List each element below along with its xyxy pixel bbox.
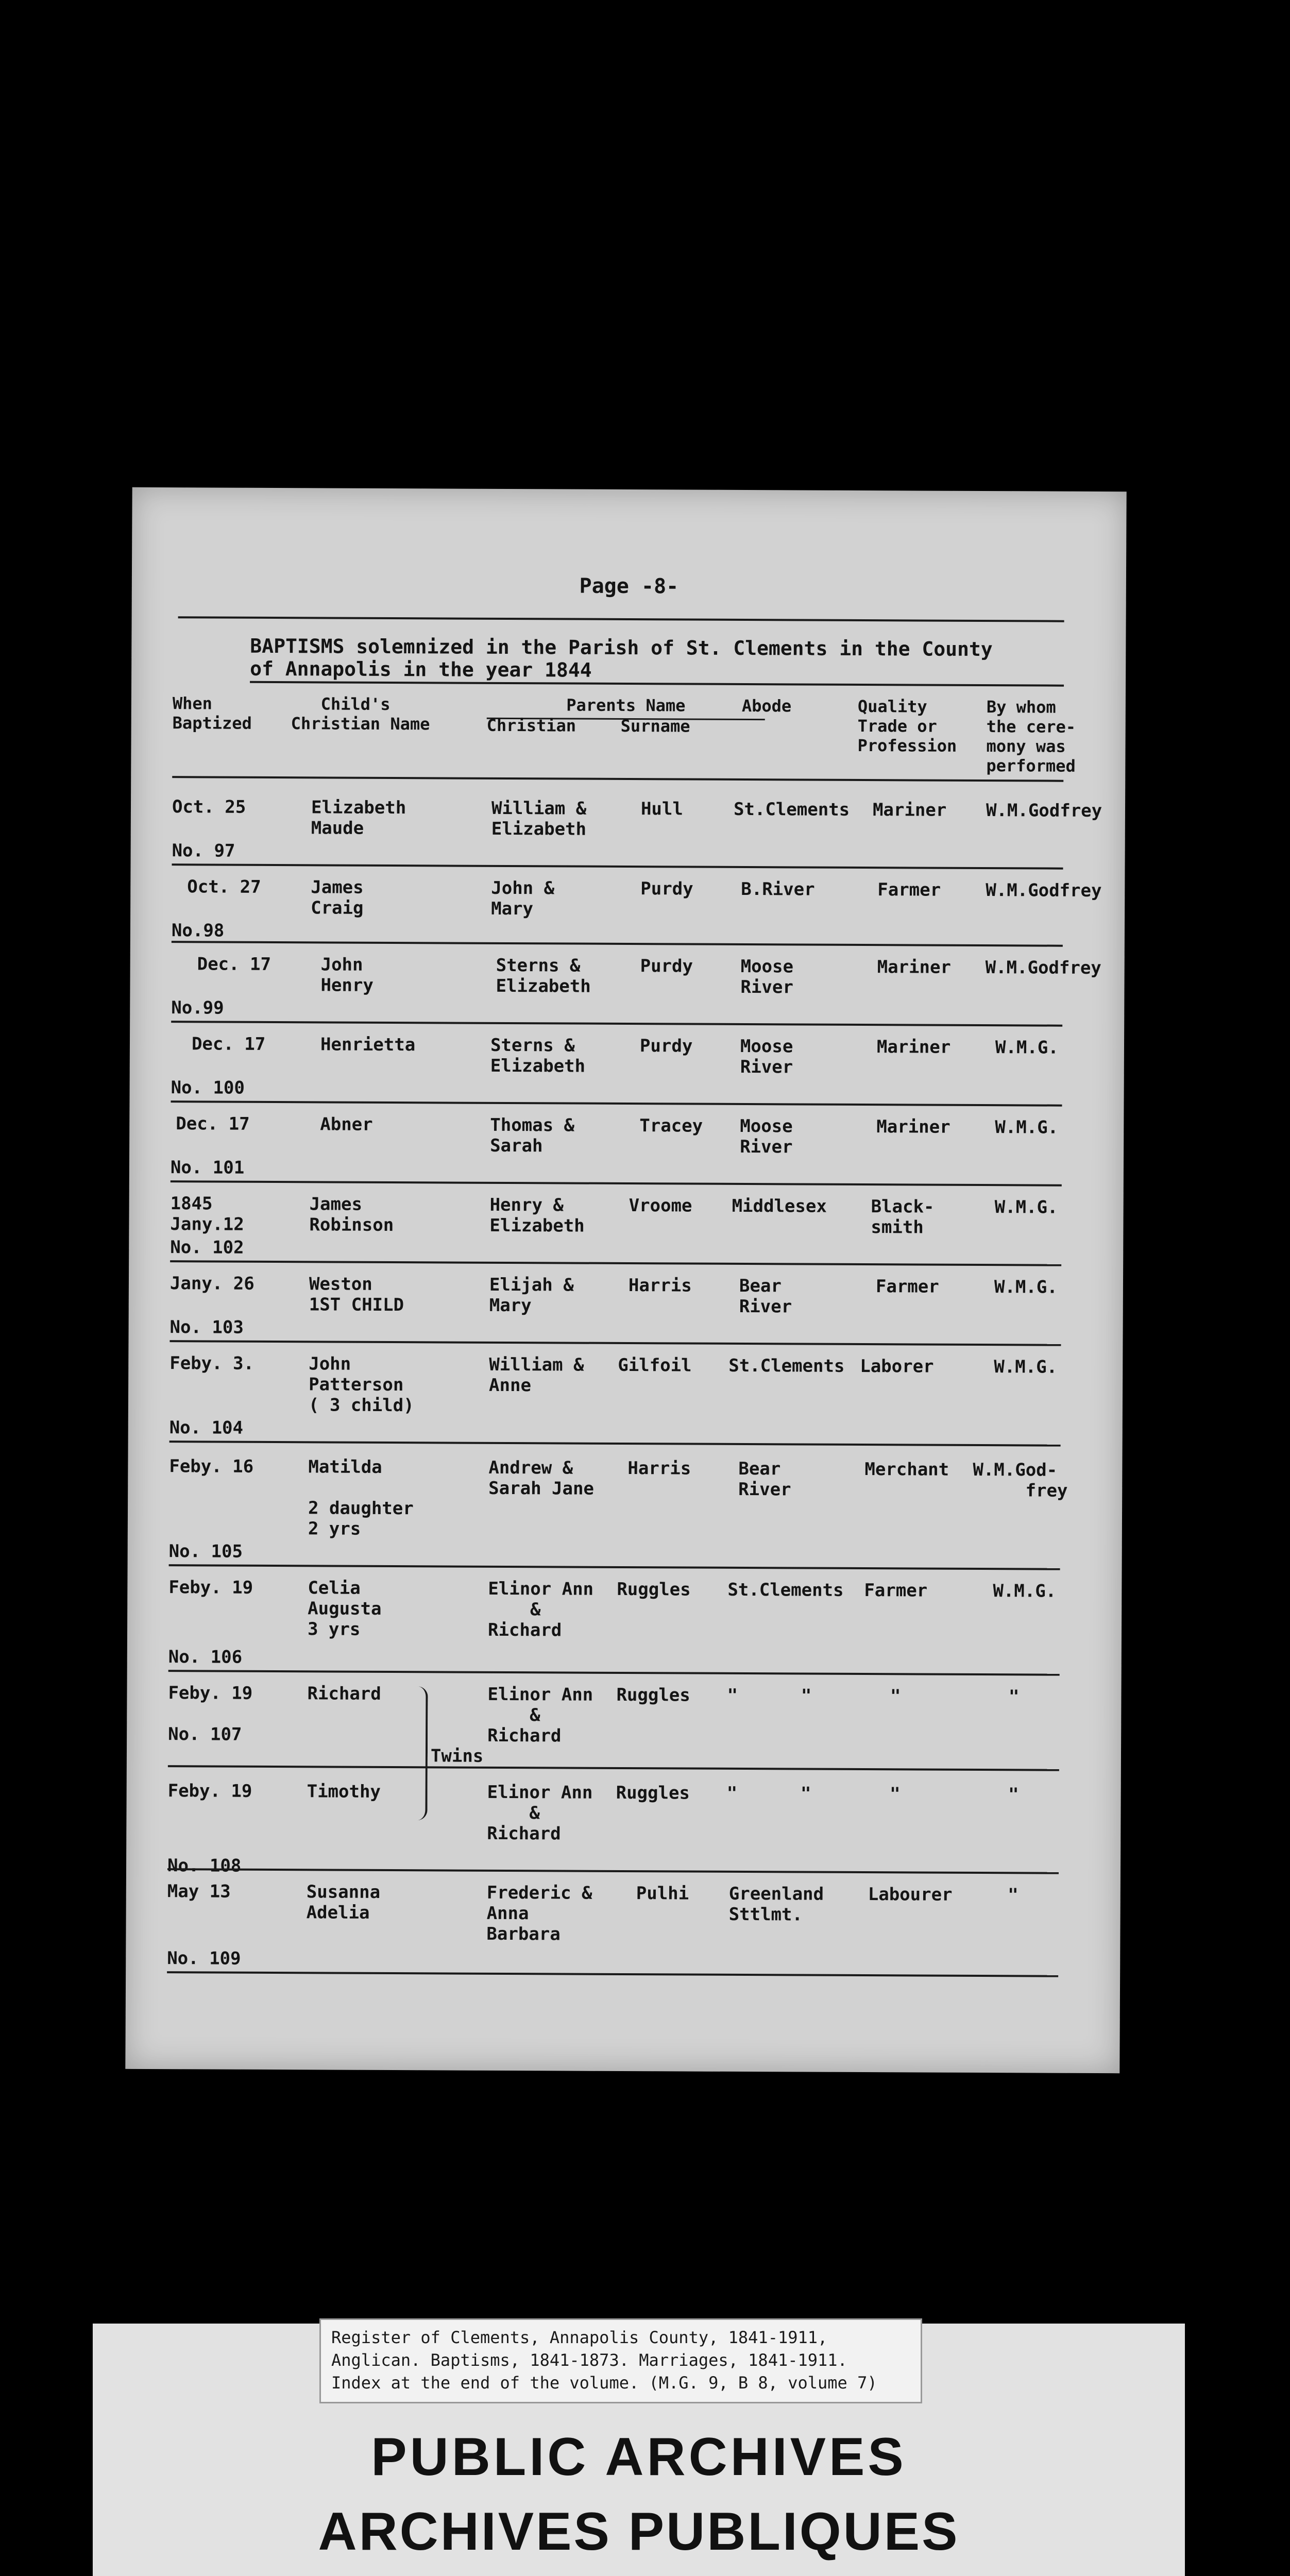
top-rule (178, 616, 1064, 622)
entry-abode: " " (727, 1685, 812, 1706)
archive-index-card (93, 2324, 1185, 2576)
entry-trade: Farmer (864, 1580, 928, 1601)
entry-trade: Mariner (877, 957, 952, 978)
entry-number: No. 97 (172, 840, 235, 861)
entry-date: Feby. 3. (169, 1353, 254, 1374)
entry-trade: Farmer (875, 1276, 939, 1297)
entry-row (127, 1577, 1122, 1668)
register-heading (250, 635, 1023, 684)
entry-date: Dec. 17 (176, 1113, 250, 1134)
row-rule (171, 1180, 1062, 1187)
entry-number: No. 104 (169, 1417, 244, 1438)
entry-date: Feby. 16 (169, 1456, 254, 1477)
entry-row (130, 954, 1125, 1019)
entry-by: " (976, 1884, 1019, 1906)
entry-trade: Laborer (860, 1355, 934, 1377)
entry-number: No. 101 (170, 1157, 245, 1178)
entry-surname: Tracey (639, 1115, 703, 1137)
entry-number: No. 103 (169, 1317, 244, 1338)
entry-abode: Bear River (739, 1275, 792, 1317)
entry-abode: Bear River (738, 1458, 791, 1500)
entry-by: W.M.G. (995, 1117, 1059, 1138)
entry-trade: Mariner (876, 1116, 950, 1138)
entry-date: Oct. 25 (172, 796, 246, 818)
entry-child: Henrietta (320, 1034, 416, 1056)
entry-child: Richard (307, 1683, 381, 1704)
row-rule (168, 1670, 1060, 1676)
entry-trade: " (858, 1783, 901, 1805)
heading-line-2: of Annapolis in the year 1844 (250, 657, 592, 682)
row-rule (171, 1100, 1062, 1107)
entry-abode: Moose River (740, 1036, 793, 1078)
twins-label: Twins (430, 1745, 484, 1767)
row-rule (169, 1340, 1061, 1346)
entry-row (128, 1456, 1123, 1562)
header-child: Child's Christian Name (291, 694, 430, 734)
entry-number: No.99 (171, 997, 224, 1019)
row-rule (170, 1260, 1061, 1266)
entry-parents: Elinor Ann & Richard (487, 1578, 594, 1641)
entry-child: Susanna Adelia (306, 1882, 381, 1923)
entry-by: W.M.G. (995, 1037, 1059, 1058)
entry-abode: St.Clements (733, 799, 850, 820)
index-label (319, 2318, 922, 2403)
entry-date: Dec. 17 (197, 954, 271, 975)
entry-number: No. 102 (170, 1237, 244, 1258)
header-christian: Christian (486, 715, 576, 736)
archive-title-french: ARCHIVES PUBLIQUES (318, 2502, 960, 2562)
entry-trade: " (858, 1685, 901, 1707)
archive-title-english: PUBLIC ARCHIVES (371, 2427, 907, 2487)
entry-by: " (976, 1784, 1019, 1805)
entry-parents: Sterns & Elizabeth (496, 955, 591, 997)
entry-date: Oct. 27 (187, 876, 261, 897)
entry-number: No. 109 (167, 1948, 241, 1969)
header-when: When Baptized (172, 693, 252, 733)
entry-abode: " " (726, 1783, 811, 1804)
twins-brace (410, 1686, 428, 1820)
row-rule (169, 1440, 1061, 1447)
entry-child: Weston 1ST CHILD (309, 1274, 404, 1316)
entry-number: No. 106 (168, 1647, 243, 1668)
entry-abode: Greenland Sttlmt. (728, 1883, 824, 1925)
row-rule (169, 1564, 1060, 1570)
entry-row (129, 1193, 1124, 1258)
page-number: Page -8- (579, 574, 679, 599)
entry-row (128, 1353, 1123, 1438)
entry-by: W.M.God- frey (973, 1459, 1068, 1501)
entry-by: W.M.Godfrey (986, 800, 1102, 822)
entry-child: Celia Augusta 3 yrs (307, 1578, 382, 1640)
entry-date: Feby. 19 (168, 1577, 253, 1598)
entry-by: W.M.G. (993, 1581, 1057, 1602)
entry-trade: Merchant (864, 1459, 949, 1480)
entry-row (130, 1033, 1124, 1098)
row-rule (171, 1021, 1062, 1027)
entry-row (127, 1683, 1122, 1747)
entry-trade: Mariner (876, 1037, 951, 1058)
entry-parents: John & Mary (491, 877, 555, 920)
row-rule (168, 1765, 1059, 1771)
entry-date: Dec. 17 (191, 1033, 266, 1055)
row-rule (167, 1971, 1058, 1977)
register-page (125, 487, 1126, 2073)
entry-number: No. 108 (167, 1855, 242, 1876)
entry-number: No. 107 (168, 1724, 242, 1745)
index-line-1: Register of Clements, Annapolis County, 1841-1911, (331, 2328, 828, 2347)
entry-child: Abner (320, 1114, 373, 1135)
entry-by: W.M.G. (994, 1197, 1058, 1218)
entry-by: W.M.G. (994, 1357, 1058, 1378)
entry-surname: Gilfoil (618, 1354, 692, 1376)
entry-row (127, 1781, 1121, 1876)
entry-abode: St.Clements (727, 1579, 844, 1601)
index-line-2: Anglican. Baptisms, 1841-1873. Marriages, 1841-1911. (331, 2350, 847, 2370)
entry-child: James Robinson (309, 1194, 394, 1236)
entry-row (131, 796, 1125, 861)
entry-date: Feby. 19 (167, 1781, 252, 1802)
header-by-whom: By whom the cere- mony was performed (986, 697, 1076, 776)
entry-by: W.M.G. (994, 1277, 1058, 1298)
entry-parents: Andrew & Sarah Jane (488, 1457, 595, 1499)
entry-date: 1845 Jany.12 (170, 1193, 244, 1235)
header-quality: Quality Trade or Profession (857, 696, 957, 756)
entry-trade: Black- smith (871, 1196, 935, 1238)
entry-abode: St.Clements (728, 1355, 845, 1377)
header-surname: Surname (620, 716, 690, 736)
entry-number: No. 100 (171, 1077, 245, 1098)
entry-child: John Henry (320, 954, 374, 996)
entry-child: James Craig (311, 877, 364, 919)
entry-by: " (977, 1686, 1020, 1707)
header-abode: Abode (741, 696, 792, 716)
entry-surname: Ruggles (617, 1579, 691, 1600)
header-parents: Parents Name (566, 695, 686, 716)
entry-surname: Hull (640, 799, 683, 820)
entry-abode: Middlesex (732, 1195, 827, 1217)
entry-parents: Thomas & Sarah (490, 1114, 575, 1157)
entry-trade: Farmer (877, 879, 941, 901)
entry-row (129, 1273, 1123, 1338)
entry-by: W.M.Godfrey (986, 880, 1102, 902)
entry-child: Timothy (307, 1781, 381, 1802)
entry-surname: Ruggles (616, 1684, 690, 1706)
entry-parents: Frederic & Anna Barbara (486, 1882, 592, 1945)
entry-by: W.M.Godfrey (985, 957, 1101, 979)
entry-child: Elizabeth Maude (311, 797, 406, 839)
entry-row (130, 876, 1125, 941)
heading-line-1: BAPTISMS solemnized in the Parish of St. Clements in the County (250, 634, 993, 661)
entry-row (126, 1881, 1121, 1969)
entry-child: Matilda 2 daughter 2 yrs (308, 1456, 414, 1539)
entry-child: John Patterson ( 3 child) (308, 1353, 414, 1416)
header-rule (172, 776, 1063, 782)
entry-date: Jany. 26 (169, 1273, 254, 1294)
entry-parents: Henry & Elizabeth (489, 1194, 585, 1236)
entry-surname: Harris (628, 1275, 692, 1296)
entry-date: Feby. 19 (168, 1683, 253, 1704)
entry-surname: Harris (627, 1458, 691, 1479)
row-rule (172, 941, 1063, 947)
entry-parents: Elinor Ann & Richard (487, 1684, 593, 1747)
entry-abode: B.River (741, 878, 815, 900)
entry-date: May 13 (167, 1881, 231, 1902)
entry-number: No. 105 (168, 1541, 243, 1562)
entry-parents: Elijah & Mary (489, 1274, 574, 1316)
entry-surname: Ruggles (616, 1782, 690, 1804)
entry-trade: Labourer (868, 1884, 953, 1905)
entry-parents: Sterns & Elizabeth (490, 1035, 586, 1077)
entry-surname: Purdy (640, 956, 693, 977)
row-rule (167, 1868, 1059, 1874)
entry-abode: Moose River (740, 1115, 793, 1158)
entry-parents: William & Anne (489, 1354, 584, 1396)
entry-surname: Pulhi (636, 1883, 689, 1904)
entry-number: No.98 (171, 920, 225, 941)
entry-parents: Elinor Ann & Richard (487, 1782, 593, 1844)
entry-surname: Vroome (629, 1195, 692, 1216)
entry-surname: Purdy (640, 878, 693, 900)
entry-abode: Moose River (740, 956, 794, 998)
entry-parents: William & Elizabeth (491, 798, 587, 840)
entry-surname: Purdy (639, 1036, 693, 1057)
entry-row (129, 1113, 1124, 1178)
entry-trade: Mariner (872, 800, 947, 821)
row-rule (172, 863, 1063, 870)
index-line-3: Index at the end of the volume. (M.G. 9, B 8, volume 7) (331, 2373, 877, 2393)
